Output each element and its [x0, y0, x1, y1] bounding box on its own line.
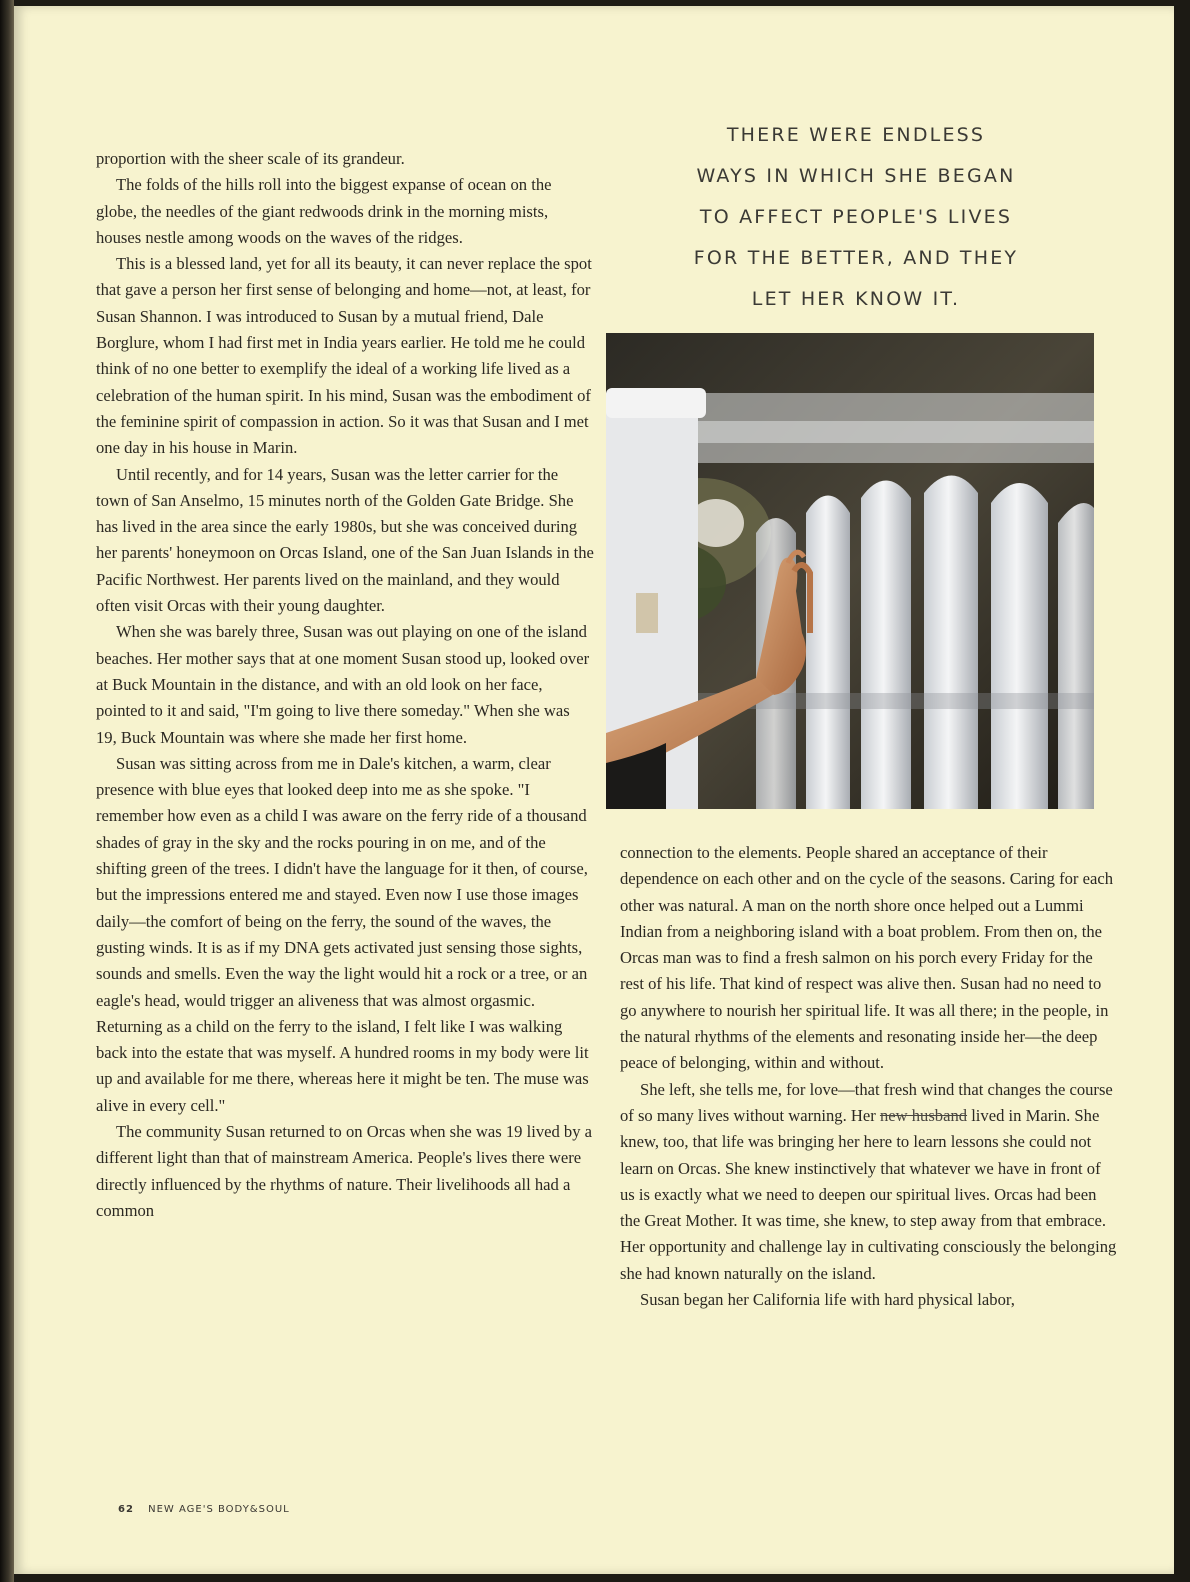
paragraph: When she was barely three, Susan was out playing on one of the island beaches. Her mother says that at one moment Susan stood up, looked over at Buck Mountain in the distance, and with an old look on her face, pointed to it and said, "I'm going to live there someday." When she was 19, Buck Mountain was where she made her first home. — [96, 622, 590, 747]
binding-edge — [0, 0, 14, 1582]
page-number: 62 — [118, 1504, 134, 1515]
paragraph: Susan began her California life with hard physical labor, — [640, 1290, 1015, 1310]
right-text-column — [620, 840, 1118, 1313]
pull-quote-line: WAYS IN WHICH SHE BEGAN — [696, 165, 1016, 187]
paragraph: Susan was sitting across from me in Dale's kitchen, a warm, clear presence with blue eyes that looked deep into me as she spoke. "I remember how even as a child I was aware on the ferry ride of a thousand shades of gray in the sky and the rocks pouring in on me, and of the shifting green of the trees. I didn't have the language for it then, of course, but the impressions entered me and stayed. Even now I use those images daily—the comfort of being on the ferry, the sound of the waves, the gusting winds. It is as if my DNA gets activated just sensing those sights, sounds and smells. Even the way the light would hit a rock or a tree, or an eagle's head, would trigger an aliveness that was almost orgasmic. Returning as a child on the ferry to the island, I felt like I was walking back into the estate that was myself. A hundred rooms in my body were lit up and available for me there, whereas here it might be ten. The muse was alive in every cell." — [96, 753, 589, 1115]
pull-quote-line: THERE WERE ENDLESS — [726, 124, 986, 146]
text-run: She left, she tells me, for love—that fresh wind that changes the course of so many lives without warning. Her — [620, 1079, 1113, 1125]
paragraph — [620, 1077, 1118, 1287]
left-text-column — [96, 146, 594, 1224]
pull-quote-line: FOR THE BETTER, AND THEY — [693, 247, 1019, 269]
pull-quote-line: TO AFFECT PEOPLE'S LIVES — [699, 206, 1013, 228]
text-run: lived in Marin. She knew, too, that life was bringing her here to learn lessons she could not learn on Orcas. She knew instinctively that whatever we have in front of us is exactly what we need to deepen our spiritual lives. Orcas had been the Great Mother. It was time, she knew, to step away from that embrace. Her opportunity and challenge lay in cultivating consciously the belonging she had known naturally on the island. — [620, 1105, 1117, 1283]
paragraph: The folds of the hills roll into the biggest expanse of ocean on the globe, the needles of the giant redwoods drink in the morning mists, houses nestle among woods on the waves of the ridges. — [96, 175, 552, 247]
paragraph: proportion with the sheer scale of its grandeur. — [96, 149, 405, 168]
paragraph: The community Susan returned to on Orcas when she was 19 lived by a different light than that of mainstream America. People's lives there were directly influenced by the rhythms of nature. Their livelihoods all had a common — [96, 1121, 593, 1220]
struck-out-text: new husband — [879, 1105, 968, 1125]
paragraph: Until recently, and for 14 years, Susan was the letter carrier for the town of San Anselmo, 15 minutes north of the Golden Gate Bridge. She has lived in the area since the early 1980s, but she was conceived during her parents' honeymoon on Orcas Island, one of the San Juan Islands in the Pacific Northwest. Her parents lived on the mainland, and they would often visit Orcas with their young daughter. — [96, 464, 594, 616]
pull-quote — [646, 115, 1066, 320]
paragraph: connection to the elements. People shared an acceptance of their dependence on each other and on the cycle of the seasons. Caring for each other was natural. A man on the north shore once helped out a Lummi Indian from a neighboring island with a boat problem. From then on, the Orcas man was to find a fresh salmon on his porch every Friday for the rest of his life. That kind of respect was alive then. Susan had no need to go anywhere to nourish her spiritual life. It was all there; in the people, in the natural rhythms of the elements and resonating inside her—the deep peace of belonging, within and without. — [620, 843, 1113, 1073]
hand-on-picket-fence-photo — [606, 333, 1094, 809]
page-footer — [118, 1504, 290, 1515]
photo-illustration — [606, 333, 1094, 809]
magazine-name: NEW AGE'S BODY&SOUL — [148, 1504, 290, 1515]
pull-quote-line: LET HER KNOW IT. — [751, 288, 961, 310]
paragraph: This is a blessed land, yet for all its beauty, it can never replace the spot that gave a person her first sense of belonging and home—not, at least, for Susan Shannon. I was introduced to Susan by a mutual friend, Dale Borglure, whom I had first met in India years earlier. He told me he could think of no one better to exemplify the ideal of a working life lived as a celebration of the human spirit. In his mind, Susan was the embodiment of the feminine spirit of compassion in action. So it was that Susan and I met one day in his house in Marin. — [96, 254, 592, 458]
